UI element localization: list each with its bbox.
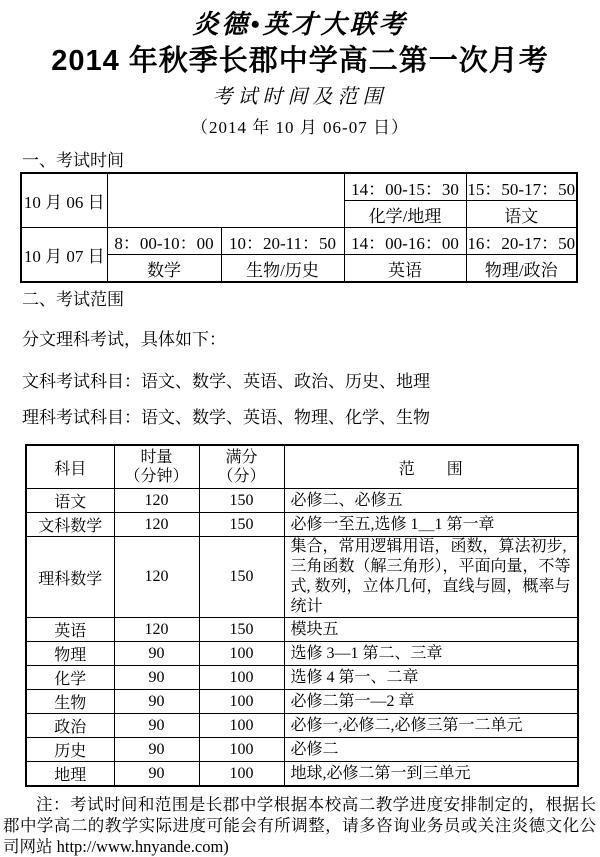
table-row [26, 666, 578, 690]
intro-paragraph: 分文理科考试，具体如下： [22, 330, 226, 349]
duration-cell: 120 [114, 537, 199, 618]
table-row [26, 690, 578, 714]
brand-line: 炎德•英才大联考 [192, 10, 408, 39]
subject-cell: 理科数学 [26, 537, 114, 618]
duration-cell: 90 [114, 762, 199, 787]
range-cell: 模块五 [284, 618, 578, 642]
score-cell: 150 [199, 537, 284, 618]
range-header: 范 围 [284, 445, 578, 489]
section-exam-time-heading: 一、考试时间 [22, 151, 124, 170]
subject-cell: 数学 [107, 255, 221, 283]
subtitle: 考试时间及范围 [212, 86, 388, 108]
section-exam-scope-heading: 二、考试范围 [22, 290, 124, 309]
page-title: 2014 年秋季长郡中学高二第一次月考 [51, 45, 549, 77]
range-cell: 必修二 [284, 738, 578, 762]
subject-cell: 物理 [26, 642, 114, 666]
date-cell: 10 月 07 日 [21, 228, 107, 283]
table-header-row [26, 445, 578, 489]
subject-cell: 英语 [26, 618, 114, 642]
footnote: 注：考试时间和范围是长郡中学根据本校高二教学进度安排制定的，根据长郡中学高二的教学实际进度可能会有所调整，请多咨询业务员或关注炎德文化公司网站 http://www.hnyande.com) [3, 795, 596, 856]
subject-cell: 政治 [26, 714, 114, 738]
header-block [0, 8, 600, 140]
subject-cell: 化学/地理 [344, 201, 466, 228]
duration-header-line1: 时量 [140, 449, 173, 466]
range-cell: 必修一,必修二,必修三第一二单元 [284, 714, 578, 738]
liberal-arts-subjects: 文科考试科目：语文、数学、英语、政治、历史、地理 [22, 372, 430, 391]
subject-cell: 化学 [26, 666, 114, 690]
score-header [199, 445, 284, 489]
duration-cell: 90 [114, 690, 199, 714]
science-subjects: 理科考试科目：语文、数学、英语、物理、化学、生物 [22, 408, 430, 427]
range-cell: 必修二第一—2 章 [284, 690, 578, 714]
subject-cell: 生物 [26, 690, 114, 714]
subject-header: 科目 [26, 445, 114, 489]
range-cell: 选修 3—1 第二、三章 [284, 642, 578, 666]
duration-cell: 90 [114, 642, 199, 666]
table-row [21, 173, 577, 201]
time-cell: 8：00-10：00 [107, 228, 221, 255]
time-cell: 10：20-11：50 [221, 228, 344, 255]
score-cell: 100 [199, 714, 284, 738]
time-cell: 14：00-15：30 [344, 173, 466, 201]
time-cell: 16：20-17：50 [466, 228, 577, 255]
table-row [26, 714, 578, 738]
duration-cell: 120 [114, 618, 199, 642]
range-cell: 必修一至五,选修 1＿1 第一章 [284, 513, 578, 537]
duration-cell: 90 [114, 666, 199, 690]
time-cell: 14：00-16：00 [344, 228, 466, 255]
score-cell: 100 [199, 762, 284, 787]
exam-scope-table [25, 444, 579, 787]
subject-cell: 生物/历史 [221, 255, 344, 283]
table-row [26, 738, 578, 762]
subject-cell: 英语 [344, 255, 466, 283]
duration-cell: 90 [114, 738, 199, 762]
duration-header [114, 445, 199, 489]
duration-cell: 90 [114, 714, 199, 738]
score-cell: 100 [199, 690, 284, 714]
subject-cell: 语文 [26, 489, 114, 513]
subject-cell: 地理 [26, 762, 114, 787]
empty-cell [107, 173, 344, 228]
subject-cell: 语文 [466, 201, 577, 228]
subject-cell: 历史 [26, 738, 114, 762]
score-cell: 100 [199, 642, 284, 666]
score-cell: 150 [199, 513, 284, 537]
score-cell: 150 [199, 618, 284, 642]
score-cell: 150 [199, 489, 284, 513]
table-row [26, 762, 578, 787]
range-cell: 地球,必修二第一到三单元 [284, 762, 578, 787]
score-cell: 100 [199, 666, 284, 690]
table-row [21, 228, 577, 255]
score-header-line2: （分） [217, 468, 266, 485]
page [0, 8, 600, 857]
range-cell: 集合，常用逻辑用语，函数，算法初步, 三角函数（解三角形），平面向量，不等式, 数列，立体几何，直线与圆，概率与统计 [284, 537, 578, 618]
duration-header-line2: （分钟） [124, 468, 189, 485]
date-cell: 10 月 06 日 [21, 173, 107, 228]
score-header-line1: 满分 [225, 449, 258, 466]
table-row [26, 489, 578, 513]
date-range: （2014 年 10 月 06-07 日） [191, 118, 409, 137]
range-cell: 选修 4 第一、二章 [284, 666, 578, 690]
time-cell: 15：50-17：50 [466, 173, 577, 201]
subject-cell: 物理/政治 [466, 255, 577, 283]
exam-time-table [20, 172, 578, 283]
table-row [26, 537, 578, 618]
score-cell: 100 [199, 738, 284, 762]
table-row [26, 642, 578, 666]
duration-cell: 120 [114, 513, 199, 537]
subject-cell: 文科数学 [26, 513, 114, 537]
table-row [26, 618, 578, 642]
range-cell: 必修二、必修五 [284, 489, 578, 513]
table-row [26, 513, 578, 537]
duration-cell: 120 [114, 489, 199, 513]
